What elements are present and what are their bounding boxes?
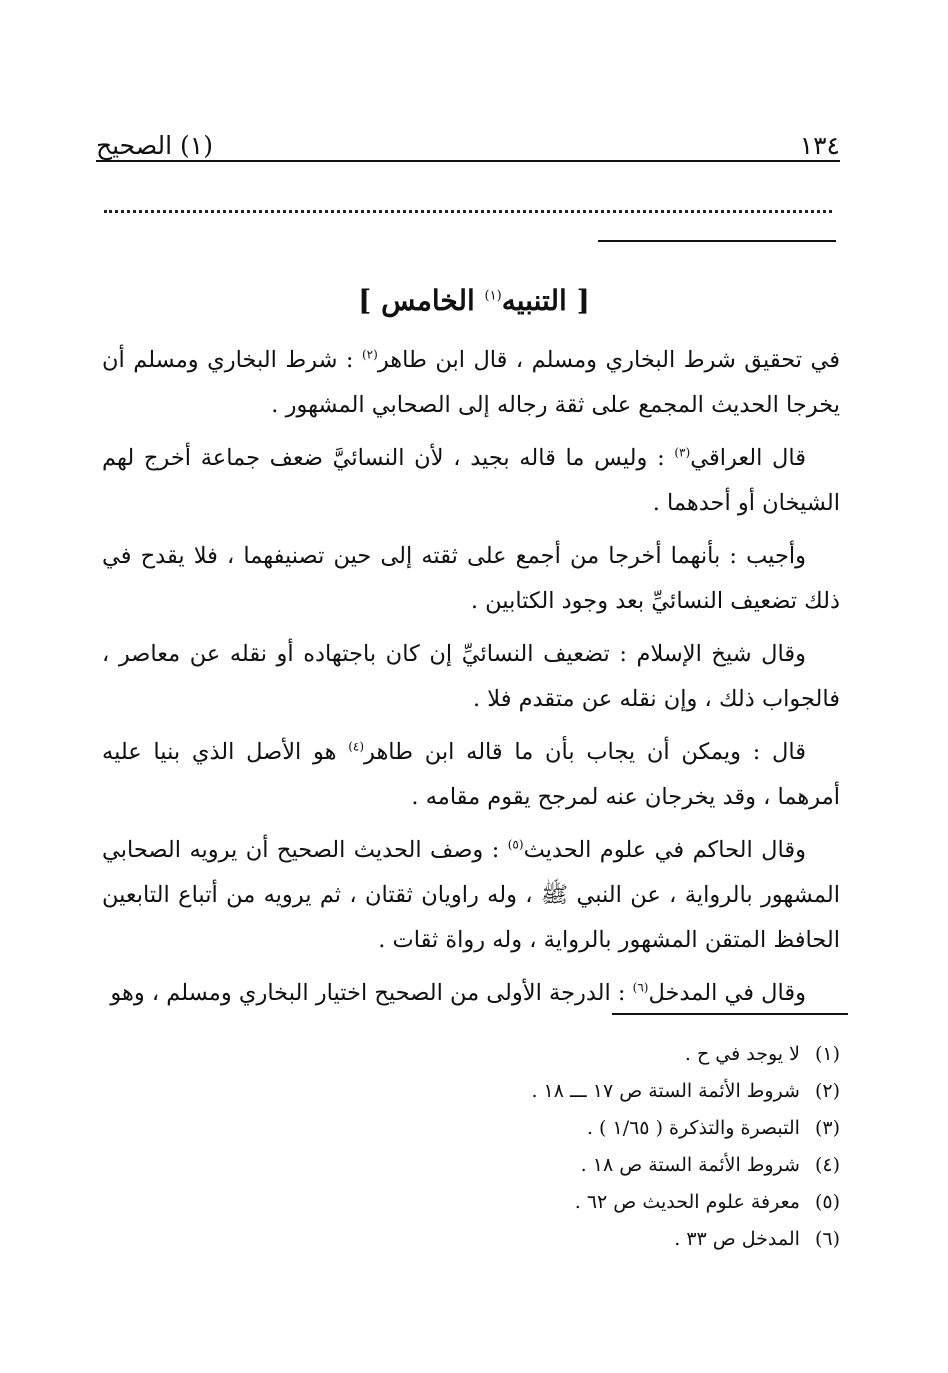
paragraph: قال : ويمكن أن يجاب بأن ما قاله ابن طاهر$^{(٤)}$ هو الأصل الذي بنيا عليه أمرهما ، وقد يخرجان عنه لمرجح يقوم مقامه . <box>102 739 840 810</box>
footnote-number: (٤) <box>814 1154 840 1176</box>
paragraph: في تحقيق شرط البخاري ومسلم ، قال ابن طاهر$^{(٢)}$ : شرط البخاري ومسلم أن يخرجا الحديث المجمع على ثقة رجاله إلى الصحابي المشهور . <box>102 347 841 418</box>
footnote-text: التبصرة والتذكرة ( ١/٦٥ ) . <box>586 1117 800 1139</box>
page-number: ١٣٤ <box>799 131 840 160</box>
section-heading <box>0 284 948 317</box>
paragraph: وقال في المدخل$^{(٦)}$ : الدرجة الأولى من الصحيح اختيار البخاري ومسلم ، وهو <box>110 980 806 1006</box>
footnote-text: لا يوجد في ح . <box>684 1043 800 1065</box>
heading-title-word: التنبيه <box>501 284 567 317</box>
footnote-item <box>100 1184 840 1221</box>
footnote-number: (١) <box>814 1043 840 1065</box>
footnote-ref: (٦) <box>632 980 649 995</box>
heading-close-bracket: ] <box>358 284 372 317</box>
footnote-number: (٥) <box>814 1191 840 1213</box>
footnote-number: (٢) <box>814 1080 840 1102</box>
heading-open-bracket: [ <box>576 284 590 317</box>
footnote-text: شروط الأئمة الستة ص ١٧ ـــ ١٨ . <box>531 1080 800 1102</box>
short-separator <box>598 240 836 242</box>
footnote-separator <box>612 1013 848 1015</box>
paragraph: وقال الحاكم في علوم الحديث$^{(٥)}$ : وصف الحديث الصحيح أن يرويه الصحابي المشهور بالرواية ، عن النبي ﷺ ، وله راويان ثقتان ، ثم يرويه من أتباع التابعين الحافظ المتقن المشهور بالرواية ، وله رواة ثقات . <box>102 837 840 953</box>
paragraph: قال العراقي$^{(٣)}$ : وليس ما قاله بجيد ، لأن النسائيَّ ضعف جماعة أخرج لهم الشيخان أو أحدهما . <box>102 445 840 516</box>
footnote-text: المدخل ص ٣٣ . <box>674 1228 800 1250</box>
footnote-text: شروط الأئمة الستة ص ١٨ . <box>580 1154 800 1176</box>
body-text <box>102 338 840 1024</box>
footnote-item <box>100 1110 840 1147</box>
header-rule <box>96 160 840 162</box>
heading-footnote-ref: (١) <box>484 288 502 304</box>
dotted-separator <box>104 210 832 213</box>
paragraph: وأجيب : بأنهما أخرجا من أجمع على ثقته إلى حين تصنيفهما ، فلا يقدح في ذلك تضعيف النسائيِّ بعد وجود الكتابين . <box>102 543 840 614</box>
footnote-item <box>100 1036 840 1073</box>
footnote-item <box>100 1147 840 1184</box>
footnote-ref: (٣) <box>674 445 691 460</box>
footnote-number: (٣) <box>814 1117 840 1139</box>
footnote-item <box>100 1221 840 1258</box>
footnote-number: (٦) <box>814 1228 840 1250</box>
running-title: (١) الصحيح <box>96 131 213 160</box>
footnote-item <box>100 1073 840 1110</box>
footnote-text: معرفة علوم الحديث ص ٦٢ . <box>574 1191 800 1213</box>
footnote-ref: (٤) <box>348 739 365 754</box>
heading-title-word2: الخامس <box>381 284 475 317</box>
paragraph: وقال شيخ الإسلام : تضعيف النسائيِّ إن كان باجتهاده أو نقله عن معاصر ، فالجواب ذلك ، وإن نقله عن متقدم فلا . <box>102 641 840 712</box>
footnote-ref: (٥) <box>507 837 524 852</box>
footnote-ref: (٢) <box>361 347 378 362</box>
footnotes <box>100 1036 840 1258</box>
running-header <box>96 124 840 160</box>
